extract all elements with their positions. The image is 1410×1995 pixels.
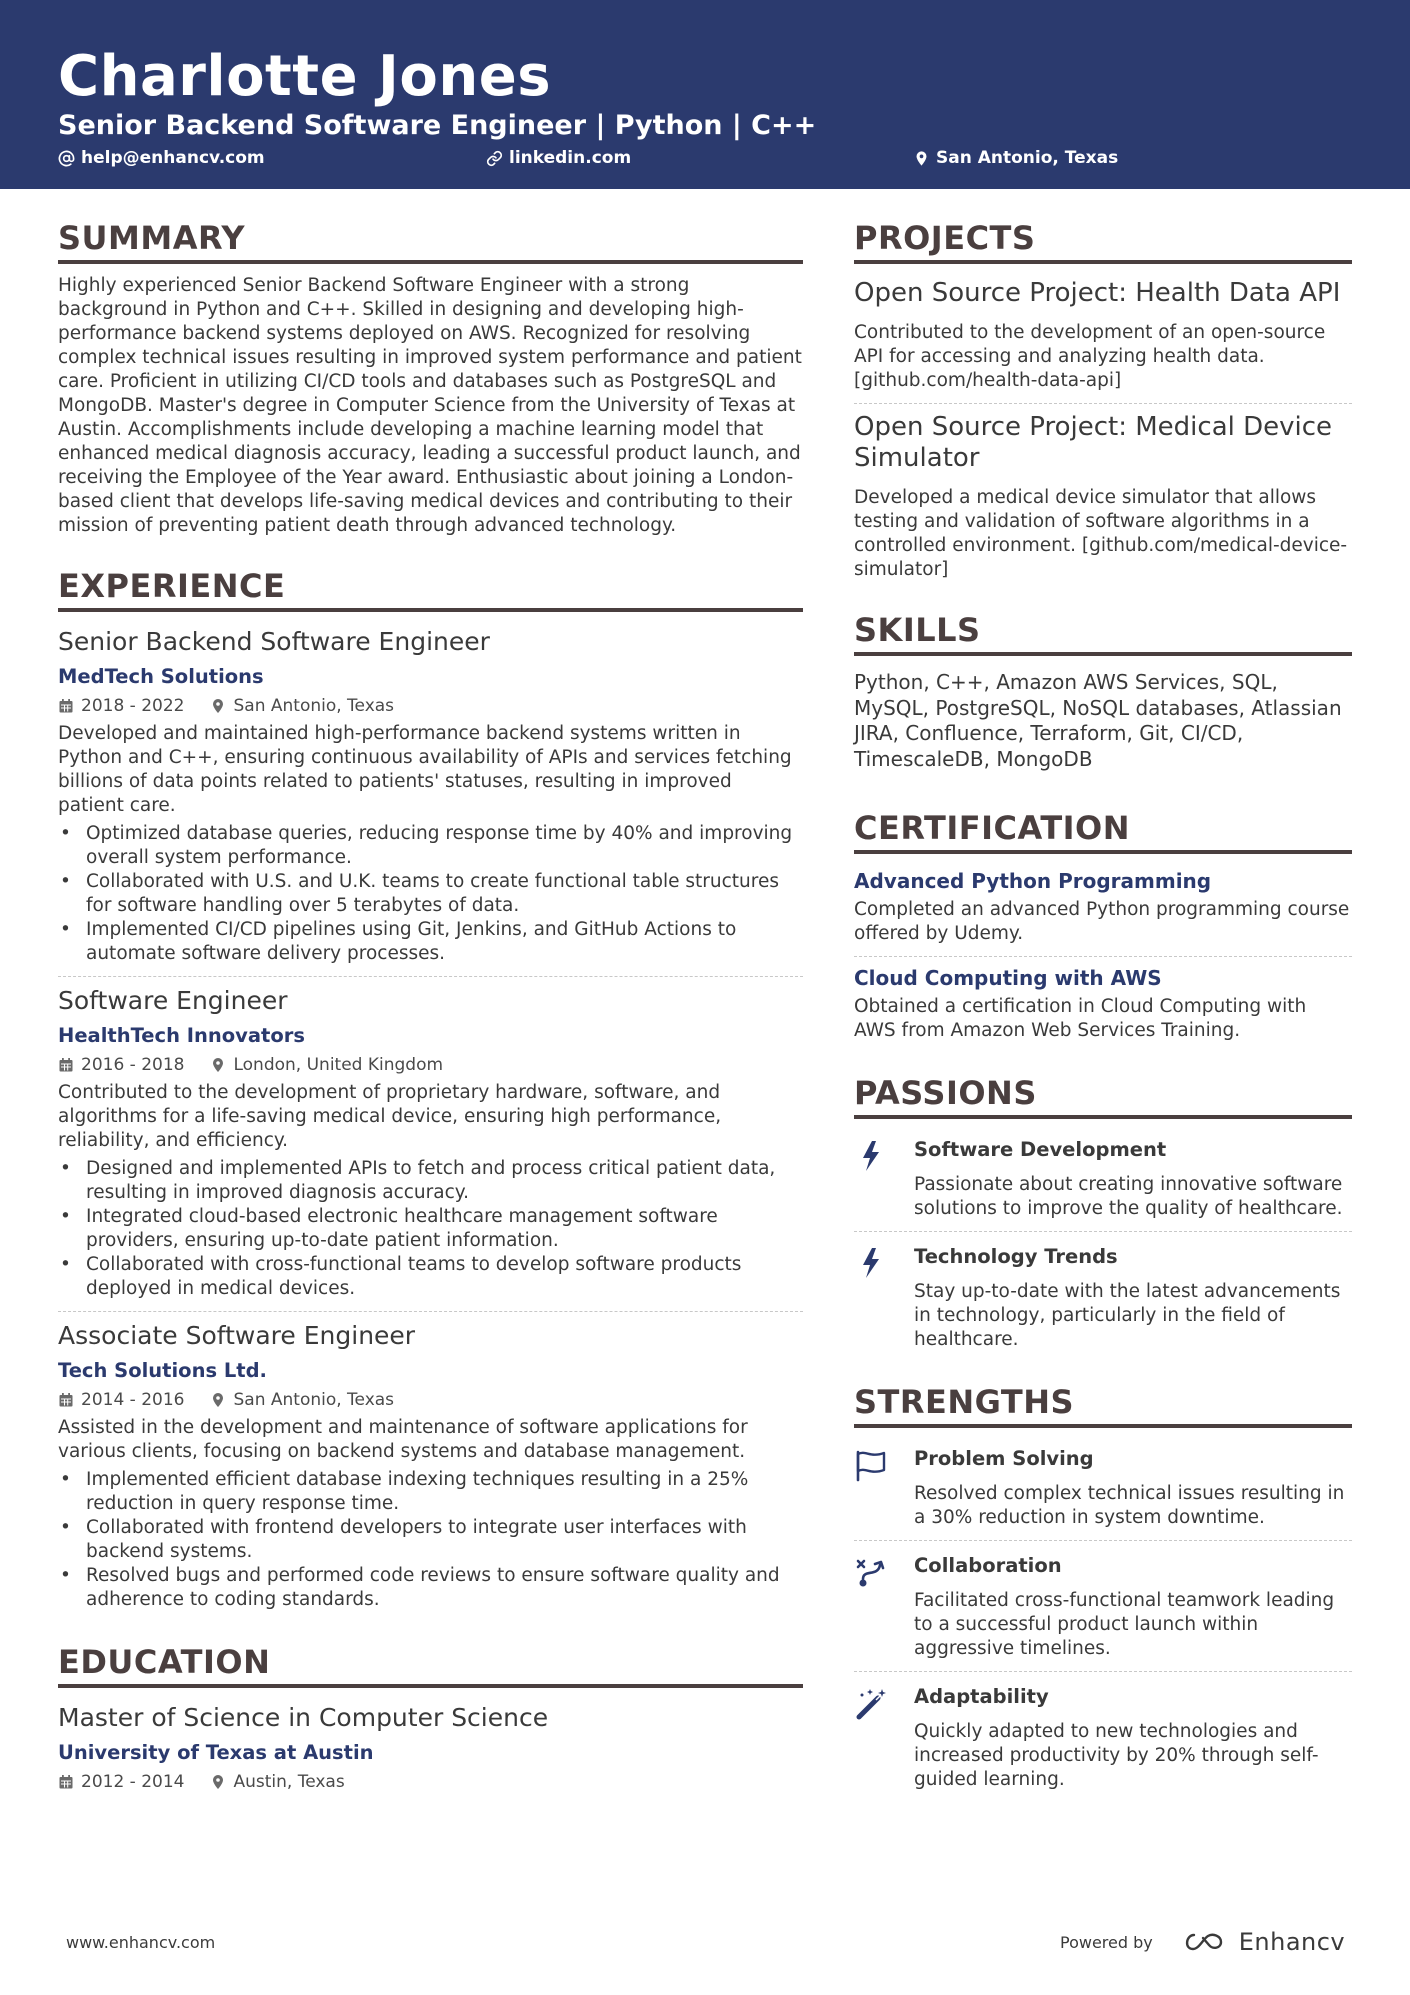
divider — [58, 976, 803, 977]
job-dates-text: 2018 - 2022 — [81, 696, 185, 716]
header — [0, 0, 1410, 189]
job-description: Developed and maintained high-performance backend systems written in Python and C++, ensuring continuous availability of APIs and services fetching billions of data points related to patients' statuses, resulting in improved patient care. — [58, 723, 792, 816]
job-meta — [58, 694, 803, 718]
certification-section — [854, 808, 1352, 1043]
certification-entry — [854, 965, 1352, 1043]
passion-description: Passionate about creating innovative software solutions to improve the quality of healthcare. — [914, 1174, 1343, 1219]
divider — [854, 403, 1352, 404]
project-title: Open Source Project: Health Data API — [854, 278, 1341, 308]
footer-branding[interactable] — [1060, 1928, 1345, 1956]
education-dates — [58, 1770, 184, 1794]
location-pin-icon — [210, 1774, 226, 1790]
education-location-text: Austin, Texas — [233, 1772, 345, 1792]
job-bullet: • Implemented CI/CD pipelines using Git, Jenkins, and GitHub Actions to automate software delivery processes. — [58, 918, 803, 966]
powered-by-label: Powered by — [1060, 1932, 1153, 1952]
job-bullets — [58, 822, 803, 966]
project-description: Contributed to the development of an open-source API for accessing and analyzing health data. [github.com/health-data-api] — [854, 322, 1326, 391]
certification-description: Completed an advanced Python programming course offered by Udemy. — [854, 899, 1350, 944]
location-pin-icon — [210, 698, 226, 714]
job-dates-text: 2016 - 2018 — [81, 1055, 185, 1075]
certification-description: Obtained a certification in Cloud Computing with AWS from Amazon Web Services Training. — [854, 996, 1307, 1041]
certification-title: Cloud Computing with AWS — [854, 966, 1162, 990]
divider — [854, 1540, 1352, 1541]
job-bullet: • Resolved bugs and performed code reviews to ensure software quality and adherence to coding standards. — [58, 1564, 803, 1612]
job-dates — [58, 694, 184, 718]
passion-entry — [854, 1133, 1352, 1221]
job-bullets — [58, 1468, 803, 1612]
job-description: Assisted in the development and maintenance of software applications for various clients, focusing on backend systems and database management. — [58, 1417, 748, 1462]
calendar-icon — [58, 1392, 74, 1408]
candidate-title: Senior Backend Software Engineer | Python | C++ — [58, 110, 817, 141]
job-entry — [58, 1320, 803, 1612]
lightning-bolt-icon — [854, 1246, 888, 1280]
strength-title: Collaboration — [914, 1554, 1062, 1577]
job-meta — [58, 1053, 803, 1077]
strengths-heading: STRENGTHS — [854, 1382, 1352, 1428]
strength-title: Adaptability — [914, 1685, 1049, 1708]
experience-section — [58, 566, 803, 1612]
certification-heading: CERTIFICATION — [854, 808, 1352, 854]
job-bullet: • Collaborated with frontend developers to integrate user interfaces with backend systems. — [58, 1516, 803, 1564]
job-meta — [58, 1388, 803, 1412]
location-pin-icon — [913, 150, 930, 167]
job-dates-text: 2014 - 2016 — [81, 1390, 185, 1410]
projects-heading: PROJECTS — [854, 218, 1352, 264]
calendar-icon — [58, 698, 74, 714]
strength-description: Quickly adapted to new technologies and increased productivity by 20% through self-guided learning. — [914, 1721, 1319, 1790]
passion-entry — [854, 1240, 1352, 1352]
divider — [58, 1311, 803, 1312]
skills-text: Python, C++, Amazon AWS Services, SQL, MySQL, PostgreSQL, NoSQL databases, Atlassian JIRA, Confluence, Terraform, Git, CI/CD, TimescaleDB, MongoDB — [854, 670, 1342, 771]
footer-website[interactable]: www.enhancv.com — [66, 1933, 216, 1952]
experience-heading: EXPERIENCE — [58, 566, 803, 612]
job-location — [210, 694, 394, 718]
skills-heading: SKILLS — [854, 610, 1352, 656]
strength-entry — [854, 1680, 1352, 1792]
right-column — [854, 218, 1352, 1792]
job-dates — [58, 1388, 184, 1412]
job-company: MedTech Solutions — [58, 665, 264, 688]
job-entry — [58, 985, 803, 1301]
at-icon — [58, 150, 75, 167]
strength-description: Resolved complex technical issues resulting in a 30% reduction in system downtime. — [914, 1483, 1345, 1528]
left-column — [58, 218, 803, 1794]
certification-entry — [854, 868, 1352, 946]
projects-section — [854, 218, 1352, 582]
job-bullet: • Designed and implemented APIs to fetch and process critical patient data, resulting in improved diagnosis accuracy. — [58, 1157, 803, 1205]
location-text: San Antonio, Texas — [936, 148, 1119, 168]
project-entry — [854, 278, 1352, 393]
location-pin-icon — [210, 1392, 226, 1408]
job-bullet: • Optimized database queries, reducing response time by 40% and improving overall system performance. — [58, 822, 803, 870]
job-location-text: London, United Kingdom — [233, 1055, 444, 1075]
project-entry — [854, 412, 1352, 582]
contact-email[interactable] — [58, 148, 265, 168]
brand-name: Enhancv — [1238, 1928, 1346, 1956]
lightning-bolt-icon — [854, 1139, 888, 1173]
email-text: help@enhancv.com — [81, 148, 265, 168]
candidate-name: Charlotte Jones — [58, 44, 552, 109]
job-bullet: • Collaborated with U.S. and U.K. teams to create functional table structures for software handling over 5 terabytes of data. — [58, 870, 803, 918]
summary-text: Highly experienced Senior Backend Software Engineer with a strong background in Python and C++. Skilled in designing and developing high-performance backend systems deployed on AWS. Recognized for resolving complex technical issues resulting in improved system performance and patient care. Proficient in utilizing CI/CD tools and databases such as PostgreSQL and MongoDB. Master's degree in Computer Science from the University of Texas at Austin. Accomplishments include developing a machine learning model that enhanced medical diagnosis accuracy, leading a successful product launch, and receiving the Employee of the Year award. Enthusiastic about joining a London-based client that develops life-saving medical devices and contributing to their mission of preventing patient death through advanced technology. — [58, 275, 802, 536]
passion-description: Stay up-to-date with the latest advancements in technology, particularly in the field of healthcare. — [914, 1281, 1341, 1350]
job-bullet: • Implemented efficient database indexing techniques resulting in a 25% reduction in query response time. — [58, 1468, 803, 1516]
route-icon — [854, 1555, 888, 1589]
job-title: Associate Software Engineer — [58, 1321, 416, 1350]
job-bullet: • Collaborated with cross-functional teams to develop software products deployed in medical devices. — [58, 1253, 803, 1301]
education-meta — [58, 1770, 803, 1794]
divider — [854, 1671, 1352, 1672]
skills-section — [854, 610, 1352, 772]
divider — [854, 956, 1352, 957]
strength-title: Problem Solving — [914, 1447, 1094, 1470]
job-entry — [58, 626, 803, 966]
strength-entry — [854, 1442, 1352, 1530]
linkedin-text: linkedin.com — [509, 148, 632, 168]
job-bullet: • Integrated cloud-based electronic healthcare management software providers, ensuring up-to-date patient information. — [58, 1205, 803, 1253]
education-location — [210, 1770, 344, 1794]
flag-icon — [854, 1448, 888, 1482]
job-bullets — [58, 1157, 803, 1301]
passions-heading: PASSIONS — [854, 1073, 1352, 1119]
job-company: HealthTech Innovators — [58, 1024, 305, 1047]
calendar-icon — [58, 1774, 74, 1790]
link-icon — [486, 150, 503, 167]
job-title: Software Engineer — [58, 986, 288, 1015]
job-description: Contributed to the development of proprietary hardware, software, and algorithms for a life-saving medical device, ensuring high performance, reliability, and efficiency. — [58, 1082, 722, 1151]
degree-title: Master of Science in Computer Science — [58, 1703, 549, 1732]
enhancv-logo-icon — [1181, 1930, 1227, 1954]
school-name: University of Texas at Austin — [58, 1741, 374, 1764]
summary-heading: SUMMARY — [58, 218, 803, 264]
strength-entry — [854, 1549, 1352, 1661]
strength-description: Facilitated cross-functional teamwork leading to a successful product launch within aggressive timelines. — [914, 1590, 1335, 1659]
project-description: Developed a medical device simulator that allows testing and validation of software algorithms in a controlled environment. [github.com/medical-device-simulator] — [854, 487, 1348, 580]
job-company: Tech Solutions Ltd. — [58, 1359, 267, 1382]
job-title: Senior Backend Software Engineer — [58, 627, 490, 656]
education-dates-text: 2012 - 2014 — [81, 1772, 185, 1792]
job-location — [210, 1388, 394, 1412]
calendar-icon — [58, 1057, 74, 1073]
job-location-text: San Antonio, Texas — [233, 1390, 395, 1410]
job-location-text: San Antonio, Texas — [233, 696, 395, 716]
location-pin-icon — [210, 1057, 226, 1073]
education-section — [58, 1642, 803, 1794]
education-heading: EDUCATION — [58, 1642, 803, 1688]
project-title: Open Source Project: Medical Device Simulator — [854, 412, 1333, 473]
contact-location — [913, 148, 1118, 168]
passions-section — [854, 1073, 1352, 1352]
strengths-section — [854, 1382, 1352, 1792]
summary-section — [58, 218, 803, 538]
passion-title: Technology Trends — [914, 1245, 1118, 1268]
divider — [854, 1231, 1352, 1232]
contact-linkedin[interactable] — [486, 148, 631, 168]
magic-wand-icon — [854, 1686, 888, 1720]
job-location — [210, 1053, 443, 1077]
passion-title: Software Development — [914, 1138, 1167, 1161]
job-dates — [58, 1053, 184, 1077]
certification-title: Advanced Python Programming — [854, 869, 1212, 893]
